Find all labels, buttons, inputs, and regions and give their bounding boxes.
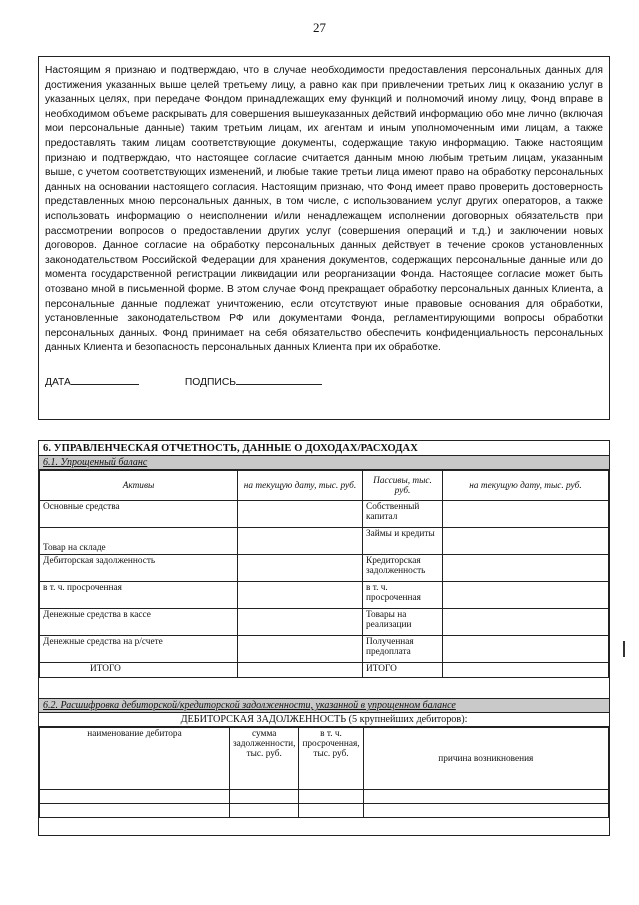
assets-header: Активы: [40, 471, 238, 501]
balance-table: [39, 470, 609, 678]
debt-header-row: [40, 728, 609, 790]
liability-value-cell[interactable]: [443, 609, 609, 636]
debt-heading: 6.2. Расшифровка дебиторской/кредиторской задолженности, указанной в упрощенном балансе: [39, 699, 609, 713]
date-field[interactable]: [45, 374, 139, 391]
table-row: [40, 804, 609, 818]
assets-date-header: на текущую дату, тыс. руб.: [238, 471, 363, 501]
date-label: ДАТА: [45, 376, 71, 388]
balance-heading: 6.1. Упрощенный баланс: [39, 456, 609, 470]
section-title: 6. УПРАВЛЕНЧЕСКАЯ ОТЧЕТНОСТЬ, ДАННЫЕ О ДОХОДАХ/РАСХОДАХ: [39, 441, 609, 456]
liability-label: Займы и кредиты: [363, 528, 443, 555]
debtor-name-header: наименование дебитора: [40, 728, 230, 790]
debt-overdue-cell[interactable]: [299, 790, 363, 804]
debt-amount-header: сумма задолженности, тыс. руб.: [230, 728, 299, 790]
liability-total-cell[interactable]: [443, 663, 609, 678]
management-reporting-section: [38, 440, 610, 836]
liability-label: Собственный капитал: [363, 501, 443, 528]
debt-overdue-cell[interactable]: [299, 804, 363, 818]
liabilities-date-header: на текущую дату, тыс. руб.: [443, 471, 609, 501]
table-row: [40, 501, 609, 528]
signature-row: [45, 374, 603, 391]
asset-value-cell[interactable]: [238, 501, 363, 528]
date-line: [71, 374, 139, 385]
liabilities-header: Пассивы, тыс. руб.: [363, 471, 443, 501]
liability-value-cell[interactable]: [443, 636, 609, 663]
asset-label: Денежные средства в кассе: [40, 609, 238, 636]
balance-header-row: [40, 471, 609, 501]
asset-value-cell[interactable]: [238, 528, 363, 555]
debt-amount-cell[interactable]: [230, 804, 299, 818]
signature-line: [236, 374, 322, 385]
debt-reason-cell[interactable]: [363, 804, 608, 818]
debt-reason-cell[interactable]: [363, 790, 608, 804]
signature-field[interactable]: [185, 374, 322, 391]
asset-label: в т. ч. просроченная: [40, 582, 238, 609]
asset-value-cell[interactable]: [238, 582, 363, 609]
liability-label: Полученная предоплата: [363, 636, 443, 663]
liability-value-cell[interactable]: [443, 528, 609, 555]
asset-label: Денежные средства на р/счете: [40, 636, 238, 663]
debt-amount-cell[interactable]: [230, 790, 299, 804]
liability-label: Кредиторская задолженность: [363, 555, 443, 582]
table-row: [40, 528, 609, 555]
asset-total-label: ИТОГО: [40, 663, 238, 678]
debt-title: ДЕБИТОРСКАЯ ЗАДОЛЖЕННОСТЬ (5 крупнейших дебиторов):: [39, 713, 609, 727]
liability-value-cell[interactable]: [443, 501, 609, 528]
signature-label: ПОДПИСЬ: [184, 376, 237, 388]
table-row: [40, 790, 609, 804]
table-row: [40, 609, 609, 636]
debtor-name-cell[interactable]: [40, 790, 230, 804]
debt-reason-header: причина возникновения: [363, 728, 608, 790]
spacer: [39, 678, 609, 699]
consent-text: Настоящим я признаю и подтверждаю, что в случае необходимости предоставления персональных данных для достижения указанных выше целей третьему лицу, а равно как при привлечении третьих лиц к оказанию услуг в указанных целях, при передаче Фондом принадлежащих ему функций и полномочий иному лицу, Фонд вправе в необходимом объеме раскрывать для совершения вышеуказанных действий информацию обо мне лично (включая мои персональные данные) таким третьим лицам, их агентам и иным уполномоченным ими лицам, а также предоставлять таким лицам соответствующие документы, содержащие такую информацию. Также настоящим признаю и подтверждаю, что настоящее согласие считается данным мною любым третьим лицам, указанным выше, с учетом соответствующих изменений, и любые такие третьи лица имеют право на обработку персональных данных на основании настоящего согласия. Настоящим признаю, что Фонд имеет право проверить достоверность представленных мною персональных данных, в том числе, с использованием услуг других операторов, а также использовать информацию о неисполнении и/или ненадлежащем исполнении договорных обязательств при рассмотрении вопросов о предоставлении других услуг (совершения операций и т.д.) и заключении новых договоров. Данное согласие на обработку персональных данных действует в течение сроков установленных законодательством Российской Федерации для хранения документов, содержащих персональные данные или до момента государственной регистрации ликвидации или реорганизации Фонда. Настоящее согласие может быть отозвано мной в письменной форме. В этом случае Фонд прекращает обработку персональных данных Клиента, а персональные данные подлежат уничтожению, если отсутствуют иные правовые основания для обработки, установленные законодательством РФ или документами Фонда, регламентирующими вопросы обработки персональных данных. Фонд принимает на себя обязательство обеспечить конфиденциальность персональных данных Клиента и безопасность персональных данных Клиента при их обработке.: [45, 65, 603, 354]
page-number: 27: [313, 20, 326, 35]
table-row: [40, 555, 609, 582]
total-row: [40, 663, 609, 678]
debt-overdue-header: в т. ч. просроченная, тыс. руб.: [299, 728, 363, 790]
margin-mark: [623, 641, 625, 657]
liability-total-label: ИТОГО: [363, 663, 443, 678]
liability-label: Товары на реализации: [363, 609, 443, 636]
asset-total-cell[interactable]: [238, 663, 363, 678]
liability-label: в т. ч. просроченная: [363, 582, 443, 609]
asset-label: Дебиторская задолженность: [40, 555, 238, 582]
asset-value-cell[interactable]: [238, 636, 363, 663]
table-row: [40, 582, 609, 609]
debtors-table: [39, 727, 609, 818]
asset-value-cell[interactable]: [238, 609, 363, 636]
consent-statement-box: [38, 56, 610, 420]
liability-value-cell[interactable]: [443, 582, 609, 609]
asset-label: Товар на складе: [40, 528, 238, 555]
asset-value-cell[interactable]: [238, 555, 363, 582]
debtor-name-cell[interactable]: [40, 804, 230, 818]
liability-value-cell[interactable]: [443, 555, 609, 582]
asset-label: Основные средства: [40, 501, 238, 528]
table-row: [40, 636, 609, 663]
